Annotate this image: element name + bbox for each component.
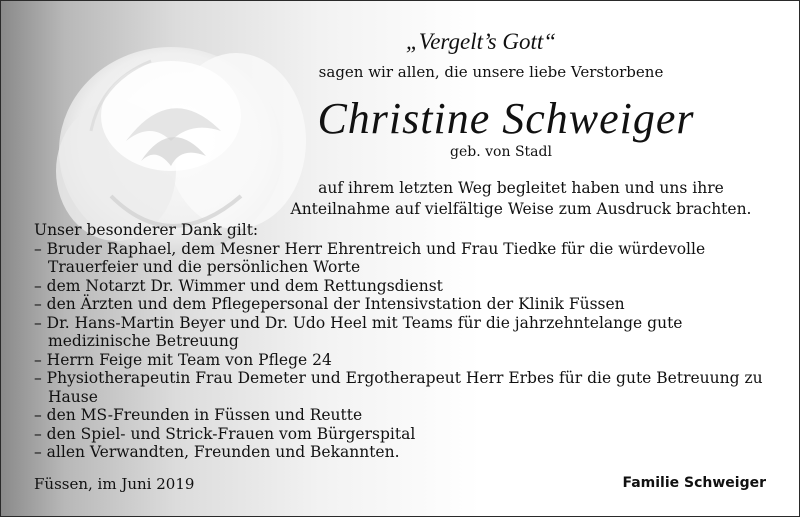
list-item: – den Ärzten und dem Pflegepersonal der Intensivstation der Klinik Füssen <box>34 295 625 313</box>
deceased-name: Christine Schweiger <box>317 94 695 143</box>
thanks-line: Anteilnahme auf vielfältige Weise zum Ausdruck brachten. <box>290 200 752 218</box>
heading: „Vergelt’s Gott“ <box>405 29 557 54</box>
list-item: – Herrn Feige mit Team von Pflege 24 <box>34 350 332 369</box>
special-thanks-list <box>34 240 784 462</box>
thanks-line: auf ihrem letzten Weg begleitet haben und uns ihre <box>318 179 724 197</box>
list-item: – Physiotherapeutin Frau Demeter und Ergotherapeut Herr Erbes für die gute Betreuung zu Hause <box>34 369 763 406</box>
list-item: – den MS-Freunden in Füssen und Reutte <box>34 406 363 424</box>
list-item: – Bruder Raphael, dem Mesner Herr Ehrentreich und Frau Tiedke für die würdevolle Trauerfeier und die persönlichen Worte <box>34 239 706 276</box>
special-thanks <box>34 221 784 462</box>
list-item: – dem Notarzt Dr. Wimmer und dem Rettungsdienst <box>34 276 443 295</box>
special-thanks-intro: Unser besonderer Dank gilt: <box>34 221 259 239</box>
thanks-text <box>251 178 791 220</box>
place-date: Füssen, im Juni 2019 <box>34 475 195 493</box>
signature: Familie Schweiger <box>622 475 766 491</box>
list-item: – allen Verwandten, Freunden und Bekannten. <box>34 443 400 461</box>
list-item: – den Spiel- und Strick-Frauen vom Bürgerspital <box>34 424 416 443</box>
maiden-name: geb. von Stadl <box>450 144 552 160</box>
intro-text: sagen wir allen, die unsere liebe Verstorbene <box>318 63 664 81</box>
list-item: – Dr. Hans-Martin Beyer und Dr. Udo Heel mit Teams für die jahrzehntelange gute medizinische Betreuung <box>34 313 683 350</box>
